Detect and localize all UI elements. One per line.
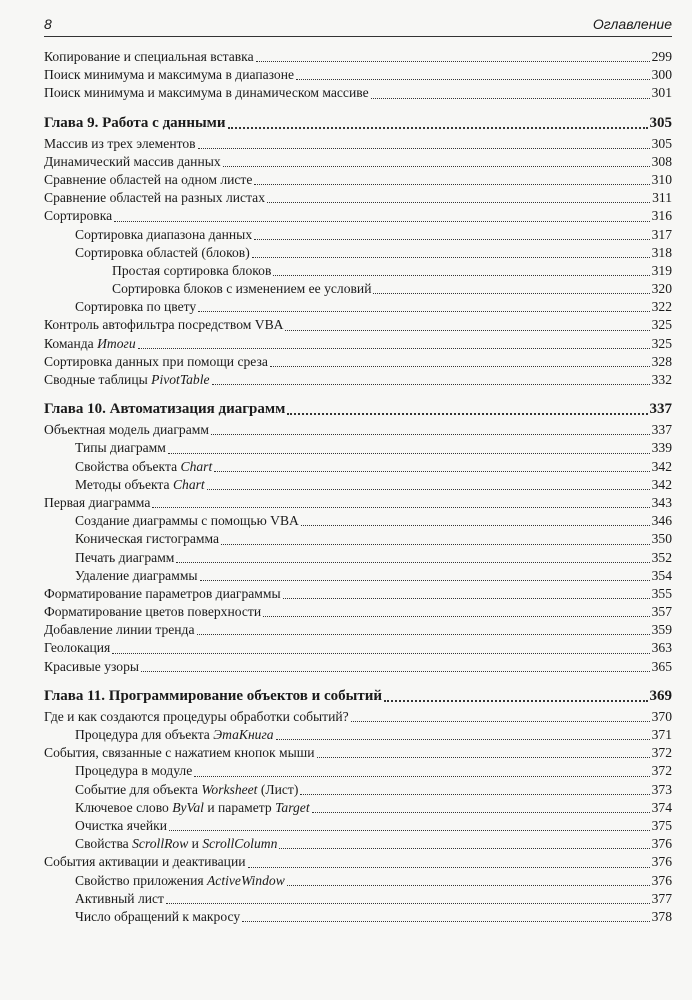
toc-page-number: 308 <box>651 153 672 169</box>
toc-entry <box>44 708 672 726</box>
dot-leader <box>176 561 649 563</box>
toc-entry <box>44 458 672 476</box>
toc-page-number: 343 <box>651 494 672 510</box>
toc-page-number: 299 <box>651 49 672 64</box>
toc-entry-title: Сортировка диапазона данных <box>75 226 253 242</box>
toc-page-number: 355 <box>651 585 672 601</box>
toc-entry <box>44 353 672 371</box>
toc-entry-title: Процедура для объекта ЭтаКнига <box>75 727 274 742</box>
dot-leader <box>141 670 650 672</box>
toc-entry <box>44 726 672 744</box>
toc-entry-title: Сравнение областей на одном листе <box>44 171 253 187</box>
toc-entry <box>44 744 672 762</box>
dot-leader <box>273 274 649 276</box>
toc-entry-title: Динамический массив данных <box>44 153 221 169</box>
dot-leader <box>384 699 647 702</box>
toc-page-number: 332 <box>651 372 672 387</box>
toc-page-number: 305 <box>651 135 672 151</box>
toc-page-number: 337 <box>651 422 672 438</box>
toc-entry <box>44 335 672 353</box>
toc-entry <box>44 762 672 780</box>
dot-leader <box>214 470 649 472</box>
dot-leader <box>252 256 650 258</box>
toc-entry-title: Поиск минимума и максимума в диапазоне <box>44 67 295 83</box>
toc-entry-title: Поиск минимума и максимума в динамическом массиве <box>44 85 369 101</box>
dot-leader <box>114 220 649 222</box>
toc-entry-title: Сортировка по цвету <box>75 299 197 315</box>
toc-page-number: 346 <box>651 513 672 529</box>
dot-leader <box>166 902 650 904</box>
toc-entry <box>44 316 672 334</box>
dot-leader <box>373 292 649 294</box>
toc-entry <box>44 262 672 280</box>
toc-entry-title: События, связанные с нажатием кнопок мыши <box>44 745 315 761</box>
toc-page-number: 371 <box>651 727 672 742</box>
toc-page-number: 359 <box>651 622 672 638</box>
toc-entry-title: Красивые узоры <box>44 658 140 674</box>
toc-page-number: 301 <box>651 85 672 101</box>
toc-entry-title: Сравнение областей на разных листах <box>44 190 266 206</box>
toc-entry-title: Удаление диаграммы <box>75 567 198 583</box>
dot-leader <box>228 126 648 129</box>
toc-page-number: 337 <box>649 401 672 418</box>
toc-entry <box>44 530 672 548</box>
toc-page-number: 376 <box>651 836 672 852</box>
toc-entry <box>44 207 672 225</box>
toc-entry-title: Типы диаграмм <box>75 440 166 456</box>
toc-page-number: 320 <box>651 281 672 297</box>
dot-leader <box>270 365 650 367</box>
dot-leader <box>212 383 650 385</box>
toc-entry <box>44 585 672 603</box>
dot-leader <box>254 183 649 185</box>
toc-page-number: 319 <box>651 262 672 278</box>
toc-entry-title: Массив из трех элементов <box>44 135 196 151</box>
toc-entry-title: Добавление линии тренда <box>44 622 195 638</box>
dot-leader <box>194 775 649 777</box>
toc-page-number: 373 <box>651 781 672 797</box>
section-title: Оглавление <box>592 16 672 32</box>
toc-chapter <box>44 687 672 706</box>
toc-page-number: 372 <box>651 745 672 761</box>
toc-entry-title: Объектная модель диаграмм <box>44 422 209 438</box>
toc-entry-title: Сортировка <box>44 208 113 224</box>
toc-entry <box>44 298 672 316</box>
toc-entry-title: Свойства ScrollRow и ScrollColumn <box>75 836 278 852</box>
toc-entry <box>44 153 672 171</box>
dot-leader <box>138 347 650 349</box>
toc-entry <box>44 872 672 890</box>
dot-leader <box>312 811 650 813</box>
toc-entry-title: Создание диаграммы с помощью VBA <box>75 513 299 529</box>
dot-leader <box>300 793 649 795</box>
toc-entry-title: Глава 9. Работа с данными <box>44 114 226 131</box>
toc-entry-title: Форматирование цветов поверхности <box>44 604 262 620</box>
toc-entry-title: Очистка ячейки <box>75 817 168 833</box>
toc-entry-title: События активации и деактивации <box>44 854 246 870</box>
dot-leader <box>248 866 650 868</box>
toc-page-number: 375 <box>651 817 672 833</box>
toc-entry <box>44 476 672 494</box>
toc-page-number: 316 <box>651 208 672 224</box>
toc-entry-title: Сортировка блоков с изменением ее условий <box>112 281 372 297</box>
dot-leader <box>256 60 650 62</box>
dot-leader <box>152 506 649 508</box>
dot-leader <box>254 238 649 240</box>
toc-page-number: 365 <box>651 658 672 674</box>
toc-page-number: 372 <box>651 763 672 779</box>
page-number: 8 <box>44 16 52 32</box>
toc-page-number: 350 <box>651 531 672 547</box>
toc-entry <box>44 189 672 207</box>
toc-entry-title: Методы объекта Chart <box>75 476 205 492</box>
toc-entry-title: Контроль автофильтра посредством VBA <box>44 317 284 333</box>
toc-page-number: 311 <box>652 190 672 206</box>
toc-entry-title: Глава 11. Программирование объектов и событий <box>44 687 383 704</box>
toc-entry-title: Глава 10. Автоматизация диаграмм <box>44 401 286 418</box>
dot-leader <box>198 147 650 149</box>
toc-entry <box>44 549 672 567</box>
toc-entry <box>44 512 672 530</box>
toc-entry <box>44 817 672 835</box>
dot-leader <box>200 579 650 581</box>
toc-entry <box>44 639 672 657</box>
toc-page-number: 310 <box>651 171 672 187</box>
dot-leader <box>168 452 650 454</box>
dot-leader <box>287 412 647 415</box>
toc-page-number: 376 <box>651 872 672 888</box>
dot-leader <box>223 165 650 167</box>
dot-leader <box>296 78 650 80</box>
dot-leader <box>197 633 650 635</box>
toc-entry <box>44 226 672 244</box>
dot-leader <box>198 310 649 312</box>
toc-entry-title: Ключевое слово ByVal и параметр Target <box>75 799 310 815</box>
toc-entry <box>44 908 672 926</box>
toc-entry-title: Печать диаграмм <box>75 549 175 565</box>
toc-chapter <box>44 400 672 419</box>
toc-page-number: 369 <box>649 687 672 704</box>
toc-entry-title: Активный лист <box>75 890 164 906</box>
dot-leader <box>211 433 650 435</box>
toc-page-number: 357 <box>651 604 672 620</box>
dot-leader <box>267 201 650 203</box>
dot-leader <box>283 597 650 599</box>
toc-chapter <box>44 114 672 133</box>
toc-entry <box>44 799 672 817</box>
toc-page-number: 328 <box>651 353 672 369</box>
toc-entry <box>44 890 672 908</box>
dot-leader <box>351 720 650 722</box>
dot-leader <box>279 847 649 849</box>
toc-page-number: 305 <box>649 114 672 131</box>
toc-entry <box>44 853 672 871</box>
dot-leader <box>287 884 650 886</box>
dot-leader <box>263 615 650 617</box>
toc-entry-title: Свойства объекта Chart <box>75 458 213 474</box>
toc-entry-title: Сортировка данных при помощи среза <box>44 353 268 369</box>
dot-leader <box>221 543 650 545</box>
toc-page-number: 374 <box>651 799 672 815</box>
dot-leader <box>301 524 650 526</box>
toc-entry-title: Событие для объекта Worksheet (Лист) <box>75 781 299 797</box>
toc-entry <box>44 135 672 153</box>
toc-page-number: 376 <box>651 854 672 870</box>
dot-leader <box>112 652 649 654</box>
toc-page-number: 363 <box>651 640 672 656</box>
toc-entry-title: Команда Итоги <box>44 335 136 351</box>
toc-entry-title: Копирование и специальная вставка <box>44 49 254 64</box>
toc-entry <box>44 439 672 457</box>
toc-entry <box>44 244 672 262</box>
toc-page-number: 317 <box>651 226 672 242</box>
toc-page-number: 370 <box>651 708 672 724</box>
toc-entry-title: Процедура в модуле <box>75 763 193 779</box>
toc-entry <box>44 371 672 389</box>
toc-entry-title: Геолокация <box>44 640 111 656</box>
toc-entry-title: Простая сортировка блоков <box>112 262 272 278</box>
toc-entry <box>44 658 672 676</box>
toc-page-number: 300 <box>651 67 672 83</box>
dot-leader <box>276 738 650 740</box>
toc-page-number: 325 <box>651 317 672 333</box>
toc-entry <box>44 66 672 84</box>
toc-entry-title: Сводные таблицы PivotTable <box>44 372 210 387</box>
dot-leader <box>242 920 649 922</box>
toc-page-number: 377 <box>651 890 672 906</box>
dot-leader <box>371 97 650 99</box>
toc-page-number: 325 <box>651 335 672 351</box>
toc-entry <box>44 280 672 298</box>
toc-page-number: 342 <box>651 476 672 492</box>
toc-entry <box>44 171 672 189</box>
toc-entry <box>44 835 672 853</box>
toc-entry <box>44 84 672 102</box>
toc-entry-title: Где и как создаются процедуры обработки событий? <box>44 708 349 724</box>
toc-entry <box>44 621 672 639</box>
dot-leader <box>317 756 650 758</box>
dot-leader <box>169 829 650 831</box>
toc-entry-title: Форматирование параметров диаграммы <box>44 585 281 601</box>
toc-entry-title: Сортировка областей (блоков) <box>75 244 250 260</box>
toc-entry <box>44 603 672 621</box>
toc-entry-title: Первая диаграмма <box>44 494 151 510</box>
toc-entry-title: Свойство приложения ActiveWindow <box>75 872 285 888</box>
toc-entry-title: Число обращений к макросу <box>75 908 241 924</box>
toc-page-number: 352 <box>651 549 672 565</box>
toc-entry-title: Коническая гистограмма <box>75 531 220 547</box>
toc-entry <box>44 567 672 585</box>
toc-entry <box>44 48 672 66</box>
page-header <box>44 14 672 37</box>
table-of-contents <box>44 48 672 926</box>
toc-page-number: 339 <box>651 440 672 456</box>
toc-page-number: 354 <box>651 567 672 583</box>
dot-leader <box>207 488 650 490</box>
toc-entry <box>44 781 672 799</box>
toc-entry <box>44 421 672 439</box>
toc-page-number: 318 <box>651 244 672 260</box>
toc-page-number: 342 <box>651 458 672 474</box>
toc-page-number: 378 <box>651 908 672 924</box>
dot-leader <box>285 329 649 331</box>
toc-entry <box>44 494 672 512</box>
toc-page-number: 322 <box>651 299 672 315</box>
